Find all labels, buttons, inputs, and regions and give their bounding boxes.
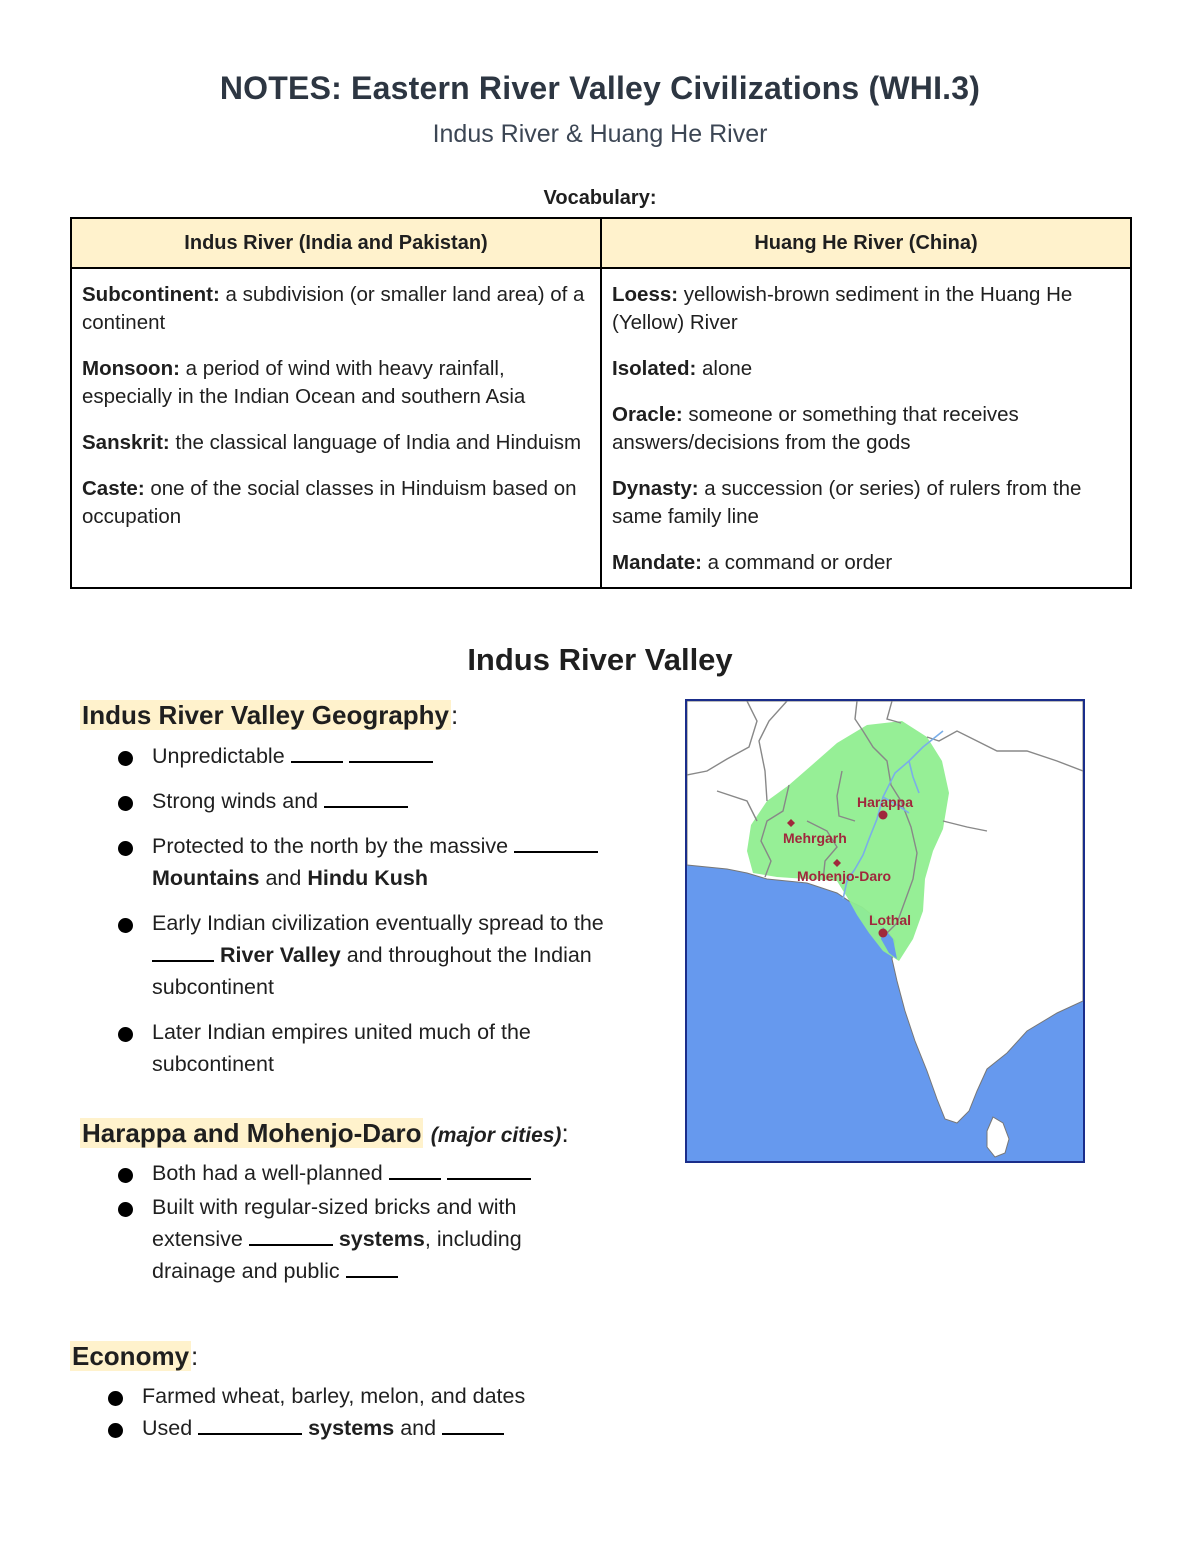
section-title: Indus River Valley	[467, 642, 733, 677]
vocab-term: Subcontinent: a subdivision (or smaller land area) of a continent	[82, 283, 585, 334]
vocab-term: Monsoon: a period of wind with heavy rainfall, especially in the Indian Ocean and southern Asia	[82, 357, 526, 408]
economy-list	[108, 1380, 628, 1444]
vocabulary-table	[70, 217, 1132, 589]
list-item: Strong winds and	[118, 785, 638, 817]
lothal-label: Lothal	[869, 912, 911, 928]
economy-heading: Economy:	[72, 1341, 199, 1371]
vocab-term: Sanskrit: the classical language of India and Hinduism	[82, 431, 582, 454]
map-svg	[687, 701, 1083, 1161]
vocab-term: Loess: yellowish-brown sediment in the Huang He (Yellow) River	[612, 283, 1073, 334]
list-item: Built with regular-sized bricks and with extensive systems, including drainage and public	[118, 1191, 578, 1287]
vocab-term: Mandate: a command or order	[612, 551, 893, 574]
indus-terms-cell	[71, 268, 601, 588]
harappa-marker	[879, 811, 888, 820]
huang-he-terms-cell	[601, 268, 1131, 588]
list-item: Early Indian civilization eventually spread to the River Valley and throughout the Indian subcontinent	[118, 907, 638, 1003]
page-title: NOTES: Eastern River Valley Civilizations (WHI.3)	[219, 70, 981, 106]
cities-heading: Harappa and Mohenjo-Daro (major cities):	[82, 1118, 569, 1148]
mehrgarh-label: Mehrgarh	[783, 830, 847, 846]
cities-list	[118, 1157, 578, 1287]
column-heading-indus: Indus River (India and Pakistan)	[71, 218, 601, 268]
vocab-term: Isolated: alone	[612, 357, 753, 380]
vocab-term: Oracle: someone or something that receives answers/decisions from the gods	[612, 403, 1019, 454]
list-item: Later Indian empires united much of the subcontinent	[118, 1016, 638, 1080]
list-item: Protected to the north by the massive Mountains and Hindu Kush	[118, 830, 638, 894]
column-heading-huang-he: Huang He River (China)	[601, 218, 1131, 268]
lothal-marker	[879, 929, 888, 938]
list-item: Used systems and	[108, 1412, 628, 1444]
geography-list	[118, 740, 638, 1080]
mohenjo-daro-label: Mohenjo-Daro	[797, 868, 892, 884]
page-subtitle: Indus River & Huang He River	[432, 120, 768, 148]
geography-heading: Indus River Valley Geography:	[82, 700, 459, 730]
list-item: Both had a well-planned	[118, 1157, 578, 1189]
list-item: Unpredictable	[118, 740, 638, 772]
harappa-label: Harappa	[857, 794, 914, 810]
vocab-term: Caste: one of the social classes in Hinduism based on occupation	[82, 477, 577, 528]
vocabulary-label: Vocabulary:	[543, 187, 657, 209]
indus-valley-map	[685, 699, 1085, 1163]
vocab-term: Dynasty: a succession (or series) of rulers from the same family line	[612, 477, 1082, 528]
list-item: Farmed wheat, barley, melon, and dates	[108, 1380, 628, 1412]
